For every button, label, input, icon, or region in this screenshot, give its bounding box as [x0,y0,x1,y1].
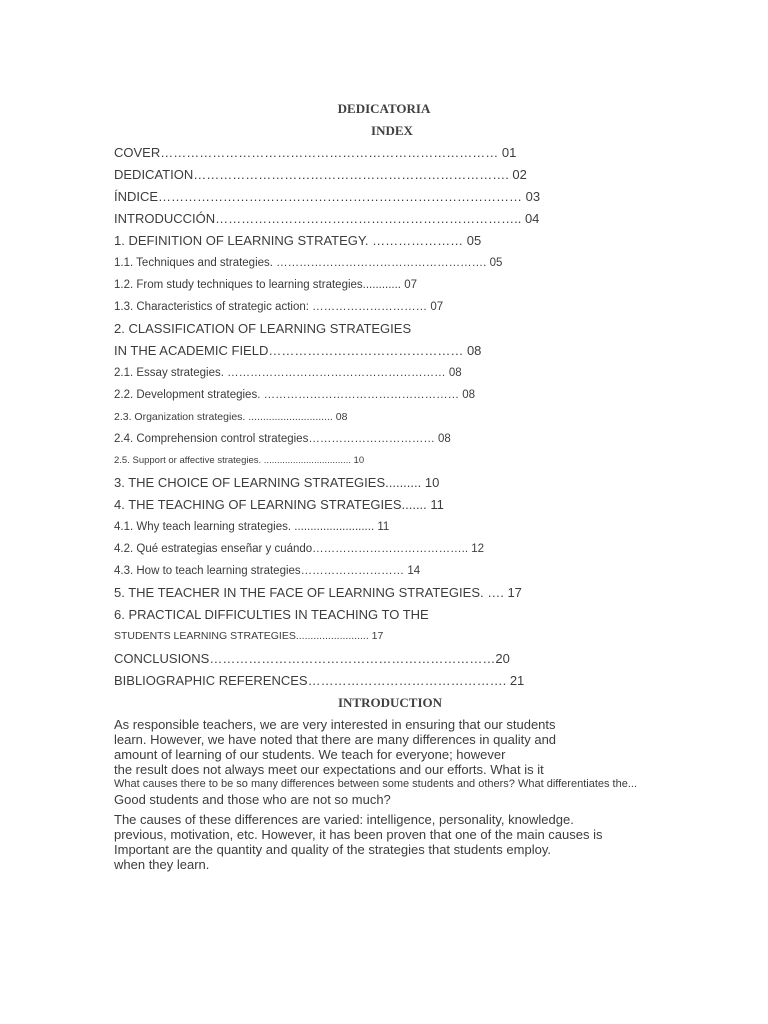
paragraph-line: Important are the quantity and quality of the strategies that students employ. [114,842,551,857]
toc-entry-cover: COVER…………………………………………………………………… 01 [114,145,517,160]
toc-entry-4: 4. THE TEACHING OF LEARNING STRATEGIES....... 11 [114,497,444,512]
toc-entry-2-2: 2.2. Development strategies. …………………………………………… 08 [114,389,476,401]
toc-entry-2: 2. CLASSIFICATION OF LEARNING STRATEGIES [114,321,412,336]
toc-entry-2-1: 2.1. Essay strategies. ………………………………………………… 08 [114,367,462,379]
paragraph-line: the result does not always meet our expectations and our efforts. What is it [114,762,544,777]
paragraph-line: Good students and those who are not so much? [114,792,391,807]
paragraph-line: learn. However, we have noted that there are many differences in quality and [114,732,557,747]
toc-entry-2-5: 2.5. Support or affective strategies. ................................. 10 [114,455,365,466]
toc-entry-conclusions: CONCLUSIONS…………………………………………………………20 [114,651,510,666]
toc-entry-4-3: 4.3. How to teach learning strategies……………………… 14 [114,565,421,577]
toc-entry-2-cont: IN THE ACADEMIC FIELD……………………………………… 08 [114,343,482,358]
toc-entry-6: 6. PRACTICAL DIFFICULTIES IN TEACHING TO THE [114,607,429,622]
toc-entry-1: 1. DEFINITION OF LEARNING STRATEGY. ………………… 05 [114,233,482,248]
toc-entry-4-2: 4.2. Qué estrategias enseñar y cuándo………………………………….. 12 [114,543,485,555]
index-heading: INDEX [371,123,413,138]
toc-entry-indice: ÍNDICE………………………………………………………………………… 03 [114,189,541,204]
paragraph-line: previous, motivation, etc. However, it has been proven that one of the main causes is [114,827,603,842]
paragraph-line: when they learn. [114,857,210,872]
toc-entry-6-cont: STUDENTS LEARNING STRATEGIES......................... 17 [114,630,384,642]
introduction-heading: INTRODUCTION [337,695,442,710]
introduction-paragraph-1 [114,717,674,807]
toc-entry-bibliography: BIBLIOGRAPHIC REFERENCES………………………………………. 21 [114,673,525,688]
toc-entry-2-3: 2.3. Organization strategies. ............................. 08 [114,411,348,423]
toc-entry-5: 5. THE TEACHER IN THE FACE OF LEARNING STRATEGIES. …. 17 [114,585,522,600]
toc-entry-dedication: DEDICATION………………………………………………………………. 02 [114,167,527,182]
toc-entry-1-3: 1.3. Characteristics of strategic action: ………………………… 07 [114,301,444,313]
toc-entry-4-1: 4.1. Why teach learning strategies. ......................... 11 [114,521,390,533]
paragraph-line: amount of learning of our students. We teach for everyone; however [114,747,506,762]
toc-entry-3: 3. THE CHOICE OF LEARNING STRATEGIES.......... 10 [114,475,440,490]
toc-entry-introduccion: INTRODUCCIÓN…………………………………………………………….. 04 [114,211,540,226]
introduction-paragraph-2 [114,812,674,872]
toc-entry-1-2: 1.2. From study techniques to learning strategies............ 07 [114,279,417,291]
paragraph-line: As responsible teachers, we are very interested in ensuring that our students [114,717,556,732]
dedicatoria-heading: DEDICATORIA [337,101,431,116]
toc-entry-1-1: 1.1. Techniques and strategies. ………………………………………………. 05 [114,257,503,269]
toc-entry-2-4: 2.4. Comprehension control strategies…………………………… 08 [114,433,451,445]
paragraph-line: The causes of these differences are varied: intelligence, personality, knowledge. [114,812,574,827]
paragraph-line: What causes there to be so many differences between some students and others? What differentiates the... [114,778,638,790]
